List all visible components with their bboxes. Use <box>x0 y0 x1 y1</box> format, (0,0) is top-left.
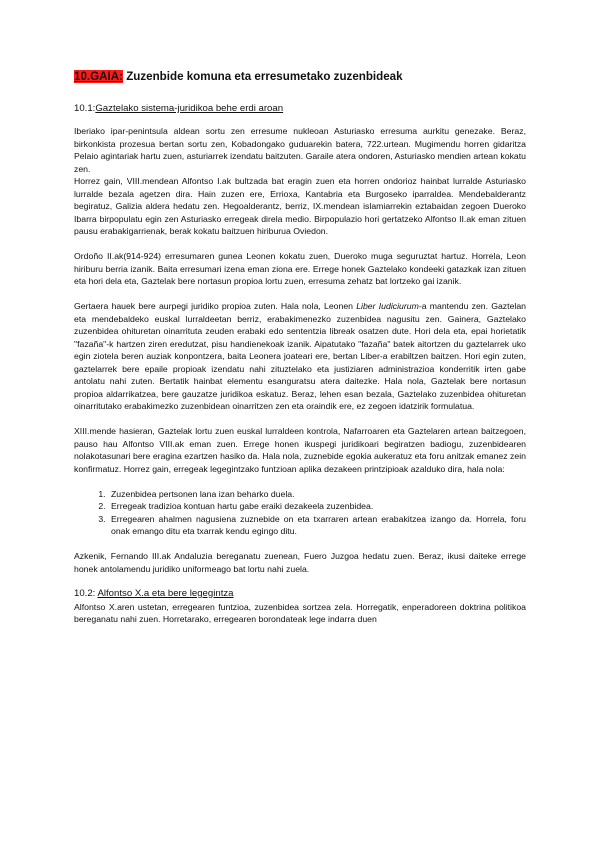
section-title: Gaztelako sistema-juridikoa behe erdi aroan <box>95 103 284 114</box>
document-body <box>74 70 526 626</box>
paragraph-4-part-1: Gertaera hauek bere aurpegi juridiko propioa zuten. Hala nola, Leonen <box>74 301 357 311</box>
liber-iudiciurum-term: Liber Iudiciurum <box>356 301 419 311</box>
chapter-number: 10.GAIA: <box>74 70 123 83</box>
section-title: Alfontso X.a eta bere legegintza <box>97 587 234 599</box>
chapter-title: Zuzenbide komuna eta erresumetako zuzenbideak <box>122 70 403 83</box>
page-title <box>74 70 526 83</box>
list-item: 1. Zuzenbidea pertsonen lana izan beharko duela. <box>108 488 526 501</box>
list-item: 2. Erregeak tradizioa kontuan hartu gabe eraiki dezakeela zuzenbidea. <box>108 500 526 513</box>
paragraph-3: Ordoño II.ak(914-924) erresumaren gunea Leonen kokatu zuen, Dueroko muga seguruztat hartuz. Horrela, Leon hiriburu berria izanik. Baita erresumari izena eman ziona ere. Errege honek Gaztelako kondeeki gatazkak izan zituen eta hori dela eta, Gaztelak bere nortasun propioa lortu zuen, erresuma zehatz bat lortzeko gai izanik. <box>74 251 526 286</box>
section-number: 10.2: <box>74 587 98 599</box>
section-heading-2 <box>74 588 526 599</box>
list-item: 3. Erregearen ahalmen nagusiena zuznebide on eta txarraren artean erabakitzea izango da. Horrela, foru onak emango ditu eta txarrak kendu egingo ditu. <box>108 513 526 538</box>
section-heading-1 <box>74 103 526 114</box>
paragraph-4-part-2: -a mantendu zen. Gaztelan eta mendebaldeko euskal lurraldeetan berriz, erabakimenezko zuzenbidea nagusitu zen. Gainera, Gaztelako zuzenbidea ohituretan oinarrituta zeuden erabaki edo sententzia libreak osatzen dute. Hori dela eta, epai horietatik "fazaña"-k hartzen ziren eredutzat, pisu handienekoak izanik. Aipatutako "fazaña" batek aitortzen du gaztelarrek uko egin ziotela beren auziak konpontzera, baita Leonera joateari ere, bertan Liber-a erabiltzen baitzen. Hori egin zuten, gaztelarrek bere epaile propioak izendatu nahi zituztelako eta justiziaren administrazioa konderritik irten gabe antolatu nahi zuten. Bertatik hainbat elementu esanguratsu atera daitezke. Hala nola, Gaztelak bere nortasun propioa aldarrikatzea, bere gauzatze juridikoa eskatuz. Beraz, lehen esan bezala, Gaztelako zuzenbidea ohituretan oinarritutako erabakimezko zuzenbidean oinarritzen zen eta oraindik ere, ez zegoen idatzirik formulatua. <box>74 301 526 411</box>
paragraph-4 <box>74 300 526 413</box>
paragraph-7: Alfontso X.aren ustetan, erregearen funtzioa, zuzenbidea sortzea zela. Horregatik, enperadoreen doktrina politikoa bereganatu nahi zuen. Horretarako, erregearen borondateak lege indarra duen <box>74 601 526 624</box>
paragraph-5: XIII.mende hasieran, Gaztelak lortu zuen euskal lurraldeen kontrola, Nafarroaren eta Gaztelaren artean baitzegoen, pauso hau Alfontso VIII.ak eman zuen. Errege honen ikuspegi juridikoari begiratzen badiogu, zuzenbidearen nolakotasunari bere eragina ezartzen hasiko da. Hala nola, zuznebide egokia aukeratuz eta foru anitzak emanez zein konfirmatuz. Horrez gain, erregeak legegintzako funtzioan aplika dezakeen printzipioak azalduko dira, hala nola: <box>74 426 526 474</box>
paragraph-1: Iberiako ipar-penintsula aldean sortu zen erresume nukleoan Asturiasko erresuma aurkitu genezake. Beraz, birkonkista prozesua bertan sortu zen, Kobadongako guduarekin batera, 722.urtean. Mugimendu horren gidaritza Pelaio agintariak hartu zuen, asturiarrek izendatu baitzuten. Garaile atera ondoren, Asturiasko mendien artean kokatu zen. <box>74 126 526 174</box>
paragraph-2: Horrez gain, VIII.mendean Alfontso I.ak bultzada bat eragin zuen eta horren ondorioz hainbat lurralde Asturiasko lurralde bezala agetzen dira. Hain zuzen ere, Errioxa, Kantabria eta Burgoseko iparraldea. Mendebalderantz begiratuz, Galizia aldera hedatu zen. Hegoalderantz, berriz, IX.mendean islamiarrekin eztabaidan zegoen Dueroko Ibarra birpopulatu egin zen Asturiasko erregeak direla medio. Birpopulazio hori gertatzeko Alfontso II.ak eman zituen pausu erabakigarrienak, berak kokatu baitzuen hiriburua Oviedon. <box>74 176 526 236</box>
section-number: 10.1: <box>74 103 96 114</box>
paragraph-6: Azkenik, Fernando III.ak Andaluzia bereganatu zuenean, Fuero Juzgoa hedatu zuen. Beraz, ikusi daiteke errege honek antolamendu juridiko uniformeago bat lortu nahi zuela. <box>74 551 526 574</box>
principles-list <box>74 488 526 538</box>
